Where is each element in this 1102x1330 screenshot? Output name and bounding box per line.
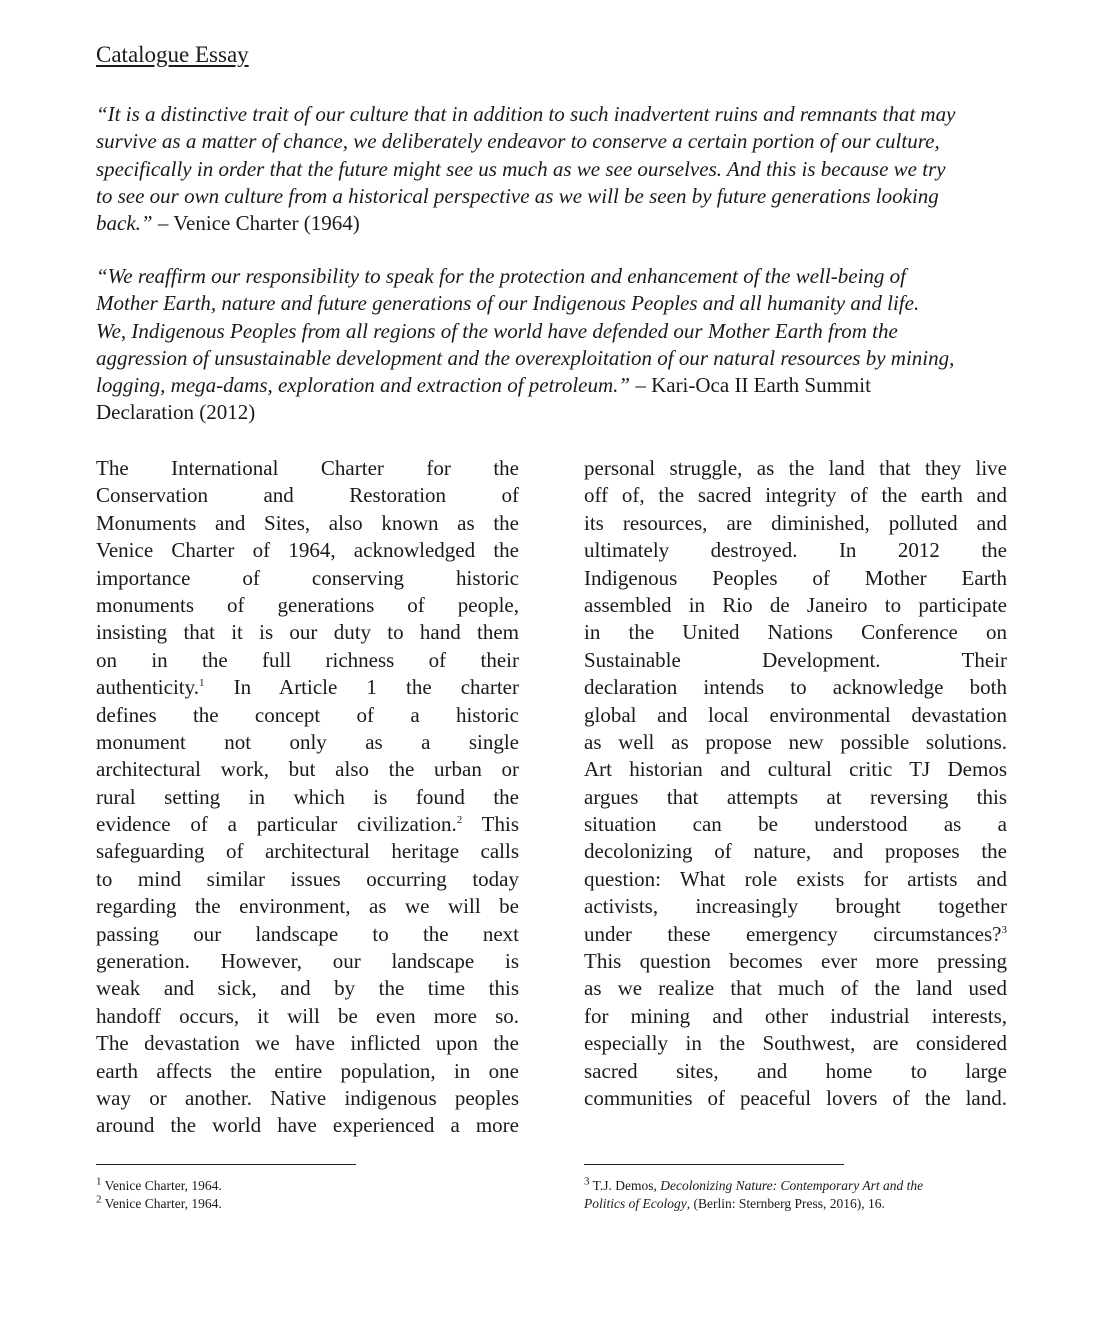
body-line: Venice Charter of 1964, acknowledged the <box>96 538 519 563</box>
footnote-title: Politics of Ecology <box>584 1196 687 1211</box>
footnote-divider <box>584 1164 844 1165</box>
body-line: monument not only as a single <box>96 729 519 754</box>
quote-line: specifically in order that the future might see us much as we see ourselves. And this is because we try <box>96 156 946 181</box>
body-line: personal struggle, as the land that they live <box>584 456 1007 480</box>
body-line: question: What role exists for artists and <box>584 866 1007 891</box>
quote-line: back.” <box>96 211 153 236</box>
footnote-divider <box>96 1164 356 1165</box>
body-line: declaration intends to acknowledge both <box>584 675 1007 700</box>
body-line: to mind similar issues occurring today <box>96 866 519 891</box>
body-text: In Article 1 the charter <box>204 675 519 700</box>
footnote-reference[interactable]: 2 <box>456 814 463 827</box>
body-line: as we realize that much of the land used <box>584 976 1007 1001</box>
body-line: on in the full richness of their <box>96 647 519 672</box>
body-column-right <box>584 455 1007 1112</box>
epigraph-kari-oca <box>96 263 954 427</box>
quote-line: “We reaffirm our responsibility to speak for the protection and enhancement of the well-being of <box>96 264 906 288</box>
body-line <box>584 921 1007 948</box>
body-line: handoff occurs, it will be even more so. <box>96 1003 519 1028</box>
footnote-text: Venice Charter, 1964. <box>104 1178 222 1193</box>
body-line: earth affects the entire population, in one <box>96 1058 519 1083</box>
body-line: weak and sick, and by the time this <box>96 976 519 1001</box>
footnote-reference[interactable]: 1 <box>199 677 205 690</box>
quote-attribution: – Venice Charter (1964) <box>152 211 360 236</box>
body-line <box>96 674 519 701</box>
body-line: off of, the sacred integrity of the earth and <box>584 483 1007 508</box>
body-line: Conservation and Restoration of <box>96 483 519 508</box>
quote-line: survive as a matter of chance, we deliberately endeavor to conserve a certain portion of our culture, <box>96 129 940 154</box>
body-line: global and local environmental devastation <box>584 702 1007 727</box>
body-line: Sustainable Development. Their <box>584 647 1007 672</box>
footnote-author: T.J. Demos, <box>589 1178 661 1193</box>
footnote-3 <box>584 1177 923 1213</box>
body-text: authenticity. <box>96 675 200 700</box>
footnote-2 <box>96 1195 222 1213</box>
body-line: decolonizing of nature, and proposes the <box>584 839 1007 864</box>
footnote-title: Decolonizing Nature: Contemporary Art and the <box>660 1178 924 1193</box>
body-line: The devastation we have inflicted upon the <box>96 1031 519 1056</box>
footnotes-left <box>96 1177 222 1213</box>
body-line: as well as propose new possible solutions. <box>584 729 1007 754</box>
body-line: for mining and other industrial interests, <box>584 1003 1007 1028</box>
body-line: Indigenous Peoples of Mother Earth <box>584 565 1007 590</box>
body-line: especially in the Southwest, are considered <box>584 1031 1007 1056</box>
footnote-number: 1 <box>96 1175 102 1188</box>
body-line: its resources, are diminished, polluted and <box>584 510 1007 535</box>
footnote-reference[interactable]: 3 <box>1001 923 1007 936</box>
body-line: generation. However, our landscape is <box>96 949 519 974</box>
body-line: way or another. Native indigenous peoples <box>96 1085 519 1110</box>
body-line: architectural work, but also the urban or <box>96 757 519 782</box>
body-line: importance of conserving historic <box>96 565 519 590</box>
quote-line: to see our own culture from a historical perspective as we will be seen by future generations looking <box>96 183 939 208</box>
body-line: Monuments and Sites, also known as the <box>96 510 519 535</box>
body-text: evidence of a particular civilization. <box>96 812 457 837</box>
quote-attribution: – Kari-Oca II Earth Summit <box>630 373 871 398</box>
body-line <box>96 811 519 838</box>
body-line: assembled in Rio de Janeiro to participate <box>584 592 1007 617</box>
body-line: communities of peaceful lovers of the land. <box>584 1085 1007 1110</box>
body-line: The International Charter for the <box>96 456 519 480</box>
footnote-text: , (Berlin: Sternberg Press, 2016), 16. <box>686 1196 885 1211</box>
body-line: around the world have experienced a more <box>96 1113 519 1138</box>
body-line: in the United Nations Conference on <box>584 620 1007 645</box>
body-line: defines the concept of a historic <box>96 702 519 727</box>
quote-line: We, Indigenous Peoples from all regions of the world have defended our Mother Earth from the <box>96 318 898 343</box>
footnote-number: 3 <box>584 1175 590 1188</box>
body-line: insisting that it is our duty to hand them <box>96 620 519 645</box>
footnote-text: Venice Charter, 1964. <box>104 1196 222 1211</box>
footnote-number: 2 <box>96 1193 102 1206</box>
body-text: under these emergency circumstances? <box>584 921 1002 946</box>
quote-attribution: Declaration (2012) <box>96 400 256 425</box>
body-line: safeguarding of architectural heritage calls <box>96 839 519 864</box>
quote-line: logging, mega-dams, exploration and extraction of petroleum.” <box>96 373 631 398</box>
quote-line: “It is a distinctive trait of our culture that in addition to such inadvertent ruins and remnants that may <box>96 102 956 126</box>
quote-line: Mother Earth, nature and future generations of our Indigenous Peoples and all humanity and life. <box>96 291 920 316</box>
body-text: This <box>462 812 519 837</box>
body-line: argues that attempts at reversing this <box>584 784 1007 809</box>
body-line: passing our landscape to the next <box>96 921 519 946</box>
body-line: This question becomes ever more pressing <box>584 949 1007 974</box>
body-line: rural setting in which is found the <box>96 784 519 809</box>
body-line: ultimately destroyed. In 2012 the <box>584 538 1007 563</box>
body-line: activists, increasingly brought together <box>584 894 1007 919</box>
body-line: situation can be understood as a <box>584 812 1007 837</box>
page-title: Catalogue Essay <box>96 42 249 67</box>
epigraph-venice-charter <box>96 101 955 237</box>
body-line: regarding the environment, as we will be <box>96 894 519 919</box>
body-line: Art historian and cultural critic TJ Demos <box>584 757 1007 782</box>
footnote-1 <box>96 1177 222 1195</box>
body-column-left <box>96 455 519 1140</box>
quote-line: aggression of unsustainable development and the overexploitation of our natural resources by mining, <box>96 345 955 370</box>
body-line: monuments of generations of people, <box>96 592 519 617</box>
body-line: sacred sites, and home to large <box>584 1058 1007 1083</box>
